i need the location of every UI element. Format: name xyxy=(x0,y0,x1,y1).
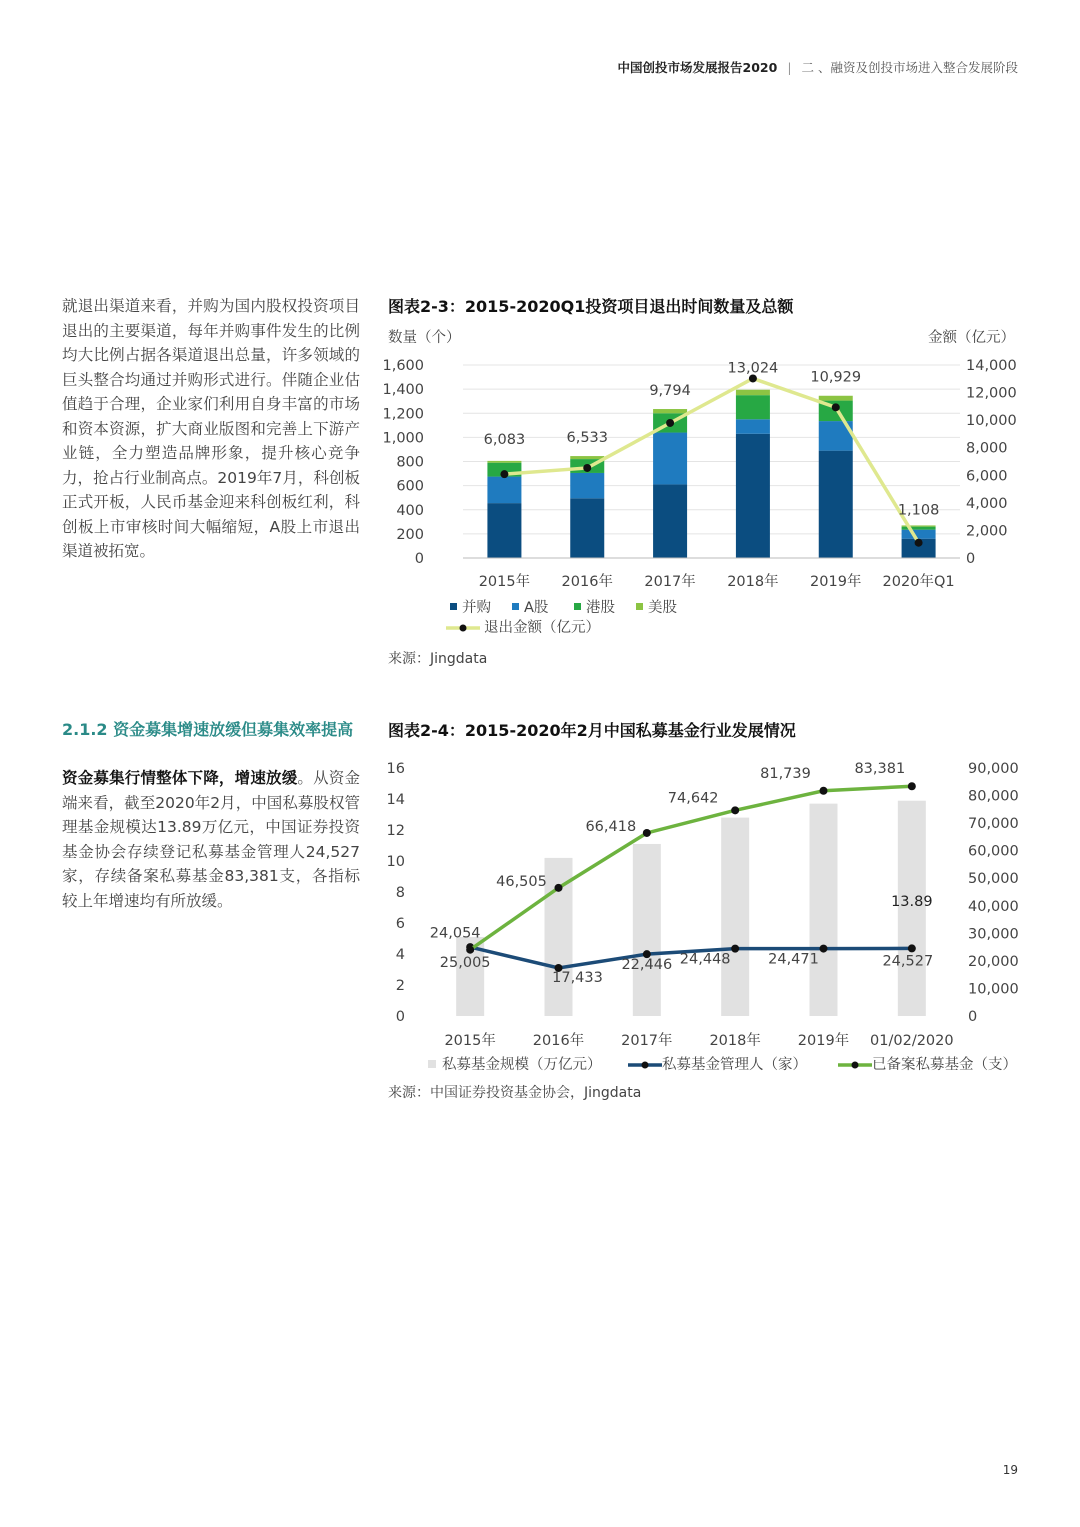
bar-segment xyxy=(736,434,770,558)
line-point xyxy=(908,782,916,790)
bar-segment xyxy=(570,473,604,498)
figure-title: 图表2-4：2015-2020年2月中国私募基金行业发展情况 xyxy=(388,721,796,740)
line-point xyxy=(832,403,840,411)
y-left-tick-label: 1,000 xyxy=(382,430,424,447)
y-right-tick-label: 90,000 xyxy=(968,761,1019,777)
fund-size-bar xyxy=(721,818,749,1016)
y-right-tick-label: 2,000 xyxy=(966,523,1008,540)
y-right-tick-label: 80,000 xyxy=(968,788,1019,805)
exit-chart xyxy=(382,322,1024,640)
line-point xyxy=(583,464,591,472)
line-point xyxy=(643,829,651,837)
y-left-tick-label: 14 xyxy=(386,792,405,808)
header-separator: | xyxy=(787,60,792,75)
line-point xyxy=(908,944,916,952)
y-left-tick-label: 2 xyxy=(395,978,405,994)
line-point xyxy=(820,787,828,795)
y-right-tick-label: 70,000 xyxy=(968,816,1019,833)
y-left-tick-label: 1,600 xyxy=(382,358,424,374)
y-left-tick-label: 800 xyxy=(396,454,424,471)
line-point xyxy=(555,884,563,892)
x-tick-label: 01/02/2020 xyxy=(870,1033,954,1049)
bar-segment xyxy=(819,396,853,401)
x-tick-label: 2020年Q1 xyxy=(882,574,955,590)
x-tick-label: 2019年 xyxy=(810,574,862,590)
section-name: 二 、融资及创投市场进入整合发展阶段 xyxy=(801,60,1018,75)
y-right-tick-label: 10,000 xyxy=(966,413,1017,430)
legend-marker xyxy=(460,625,467,632)
data-label: 83,381 xyxy=(854,761,906,778)
y-axis-left-label: 数量（个） xyxy=(388,330,461,346)
data-label: 24,471 xyxy=(768,951,819,968)
y-right-tick-label: 60,000 xyxy=(968,843,1019,860)
y-right-tick-label: 40,000 xyxy=(968,898,1019,915)
legend-label: 并购 xyxy=(462,600,491,616)
section-heading: 2.1.2 资金募集增速放缓但募集效率提高 xyxy=(62,720,354,739)
legend-label: A股 xyxy=(524,600,549,616)
paragraph-lead: 资金募集行情整体下降，增速放缓 xyxy=(62,769,298,787)
line-point xyxy=(731,945,739,953)
x-tick-label: 2018年 xyxy=(727,574,779,590)
legend-label: 私募基金管理人（家） xyxy=(662,1057,807,1073)
y-right-tick-label: 10,000 xyxy=(968,981,1019,998)
data-label: 22,446 xyxy=(621,957,673,974)
y-right-tick-label: 30,000 xyxy=(968,926,1019,943)
legend-label: 港股 xyxy=(586,600,615,616)
data-label: 9,794 xyxy=(649,382,691,399)
bar-segment xyxy=(736,419,770,433)
x-tick-label: 2017年 xyxy=(644,574,696,590)
y-right-tick-label: 50,000 xyxy=(968,871,1019,888)
bar-segment xyxy=(653,409,687,413)
fund-size-bar xyxy=(810,804,838,1016)
bar-segment xyxy=(487,503,521,558)
y-left-tick-label: 200 xyxy=(396,526,424,543)
y-left-tick-label: 8 xyxy=(395,885,405,901)
data-label: 6,083 xyxy=(483,432,526,449)
y-left-tick-label: 16 xyxy=(386,761,405,777)
report-title: 中国创投市场发展报告2020 xyxy=(617,60,778,75)
bar-segment xyxy=(487,461,521,463)
x-tick-label: 2016年 xyxy=(532,1033,585,1049)
line-point xyxy=(731,806,739,814)
bar-segment xyxy=(487,477,521,504)
bar-segment xyxy=(653,433,687,485)
y-right-tick-label: 0 xyxy=(966,551,976,567)
data-label: 10,929 xyxy=(810,369,862,386)
figure-source: 来源：Jingdata xyxy=(388,651,488,667)
y-right-tick-label: 20,000 xyxy=(968,953,1019,970)
y-right-tick-label: 8,000 xyxy=(966,440,1008,457)
y-left-tick-label: 6 xyxy=(395,916,405,932)
data-label: 24,448 xyxy=(679,951,731,968)
legend-marker xyxy=(852,1062,859,1069)
legend-swatch xyxy=(574,603,581,610)
bar-segment xyxy=(653,484,687,558)
page-header xyxy=(618,58,1018,76)
line-point xyxy=(666,419,674,427)
figure-title: 图表2-3：2015-2020Q1投资项目退出时间数量及总额 xyxy=(388,297,794,316)
y-left-tick-label: 1,400 xyxy=(382,382,424,399)
y-right-tick-label: 14,000 xyxy=(966,358,1017,374)
figure-fund-chart xyxy=(386,718,1024,1073)
line-point xyxy=(466,946,474,954)
line-point xyxy=(820,945,828,953)
x-tick-label: 2017年 xyxy=(621,1033,673,1049)
line-point xyxy=(500,470,508,478)
y-right-tick-label: 6,000 xyxy=(966,468,1008,485)
legend-label: 退出金额（亿元） xyxy=(484,620,600,636)
bar-segment xyxy=(819,451,853,558)
y-left-tick-label: 12 xyxy=(386,823,405,839)
legend-swatch xyxy=(450,603,457,610)
y-left-tick-label: 10 xyxy=(386,854,405,870)
data-label: 66,418 xyxy=(585,818,637,835)
data-label: 1,108 xyxy=(897,502,940,519)
y-right-tick-label: 4,000 xyxy=(966,495,1008,512)
y-left-tick-label: 0 xyxy=(414,551,424,567)
legend-label: 美股 xyxy=(648,600,677,616)
y-left-tick-label: 0 xyxy=(395,1009,405,1025)
y-left-tick-label: 400 xyxy=(396,502,424,519)
data-label: 46,505 xyxy=(496,873,547,890)
legend-label: 私募基金规模（万亿元） xyxy=(442,1057,602,1073)
figure-exit-chart xyxy=(382,294,1024,636)
paragraph-fundraising xyxy=(62,766,360,913)
page-number: 19 xyxy=(1002,1463,1018,1477)
y-left-tick-label: 600 xyxy=(396,478,424,495)
y-left-tick-label: 1,200 xyxy=(382,406,424,423)
data-label: 24,527 xyxy=(882,953,934,970)
data-label: 25,005 xyxy=(439,955,491,972)
legend-swatch xyxy=(512,603,519,610)
data-label: 13,024 xyxy=(727,360,779,377)
exit-amount-line xyxy=(504,378,918,542)
bar-segment xyxy=(736,395,770,419)
x-tick-label: 2015年 xyxy=(478,574,531,590)
fund-chart xyxy=(388,756,1024,1112)
y-right-tick-label: 12,000 xyxy=(966,385,1017,402)
x-tick-label: 2019年 xyxy=(797,1033,850,1049)
data-label: 24,054 xyxy=(429,925,481,942)
fund-size-bar xyxy=(633,844,661,1016)
y-left-tick-label: 4 xyxy=(395,947,405,963)
bar-segment xyxy=(570,456,604,459)
paragraph-exit-channels: 就退出渠道来看，并购为国内股权投资项目退出的主要渠道，每年并购事件发生的比例均大比例占据各渠道退出总量，许多领域的巨头整合均通过并购形式进行。伴随企业估值趋于合理，企业家们利用自身丰富的市场和资本资源，扩大商业版图和完善上下游产业链，全力塑造品牌形象，提升核心竞争力，抢占行业制高点。2019年7月，科创板正式开板，人民币基金迎来科创板红利，科创板上市审核时间大幅缩短，A股上市退出渠道被拓宽。 xyxy=(62,297,360,560)
y-right-tick-label: 0 xyxy=(968,1009,978,1025)
figure-source: 来源：中国证券投资基金协会，Jingdata xyxy=(388,1085,642,1101)
bar-segment xyxy=(902,530,936,539)
data-label: 17,433 xyxy=(552,969,603,986)
x-tick-label: 2016年 xyxy=(561,574,613,590)
legend-swatch xyxy=(636,603,643,610)
data-label: 6,533 xyxy=(566,429,609,446)
legend-swatch xyxy=(428,1060,436,1068)
data-label: 13.89 xyxy=(891,893,933,910)
bar-segment xyxy=(736,390,770,395)
y-axis-right-label: 金额（亿元） xyxy=(928,330,1015,346)
series-line xyxy=(470,786,912,949)
data-label: 74,642 xyxy=(667,790,719,807)
legend-marker xyxy=(642,1062,649,1069)
line-point xyxy=(915,539,923,547)
legend-label: 已备案私募基金（支） xyxy=(872,1057,1017,1073)
bar-segment xyxy=(570,498,604,558)
data-label: 81,739 xyxy=(760,765,811,782)
paragraph-rest: 。从资金端来看，截至2020年2月，中国私募股权管理基金规模达13.89万亿元，中国证券投资基金协会存续登记私募基金管理人24,527家，存续备案私募基金83,381支，各指标较上年增速均有所放缓。 xyxy=(62,769,360,910)
x-tick-label: 2015年 xyxy=(444,1033,496,1049)
x-tick-label: 2018年 xyxy=(709,1033,761,1049)
bar-segment xyxy=(902,527,936,530)
